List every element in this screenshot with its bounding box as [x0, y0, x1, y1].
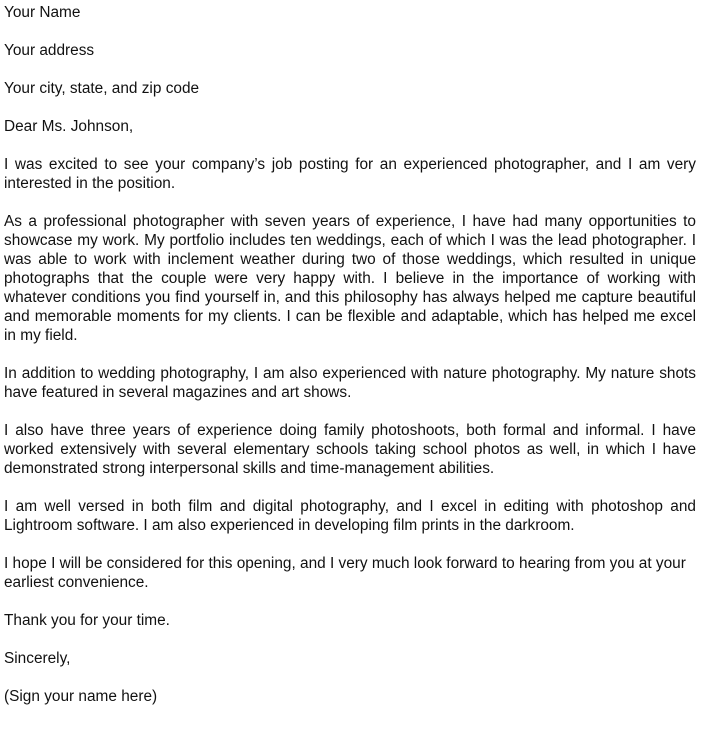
- sender-city-state-zip: Your city, state, and zip code: [4, 80, 200, 97]
- body-paragraph-3: In addition to wedding photography, I am also experienced with nature photography. My nature shots have featured in several magazines and art shows.: [4, 365, 696, 401]
- body-paragraph-6: I hope I will be considered for this opening, and I very much look forward to hearing from you at your earliest convenience.: [4, 555, 686, 591]
- sender-address: Your address: [4, 42, 95, 59]
- sender-name: Your Name: [4, 4, 81, 21]
- signature-placeholder: (Sign your name here): [4, 688, 158, 705]
- salutation: Dear Ms. Johnson,: [4, 118, 134, 135]
- body-paragraph-4: I also have three years of experience doing family photoshoots, both formal and informal. I have worked extensively with several elementary schools taking school photos as well, in which I have demonstrated strong interpersonal skills and time-management abilities.: [4, 422, 696, 477]
- closing-thanks: Thank you for your time.: [4, 612, 170, 629]
- body-paragraph-5: I am well versed in both film and digital photography, and I excel in editing with photoshop and Lightroom software. I am also experienced in developing film prints in the darkroom.: [4, 498, 696, 534]
- body-paragraph-1: I was excited to see your company’s job posting for an experienced photographer, and I am very interested in the position.: [4, 156, 696, 192]
- body-paragraph-2: As a professional photographer with seven years of experience, I have had many opportunities to showcase my work. My portfolio includes ten weddings, each of which I was the lead photographer. I was able to work with inclement weather during two of those weddings, which resulted in unique photographs that the couple were very happy with. I believe in the importance of working with whatever conditions you find yourself in, and this philosophy has always helped me capture beautiful and memorable moments for my clients. I can be flexible and adaptable, which has helped me excel in my field.: [4, 213, 696, 344]
- closing-signoff: Sincerely,: [4, 650, 71, 667]
